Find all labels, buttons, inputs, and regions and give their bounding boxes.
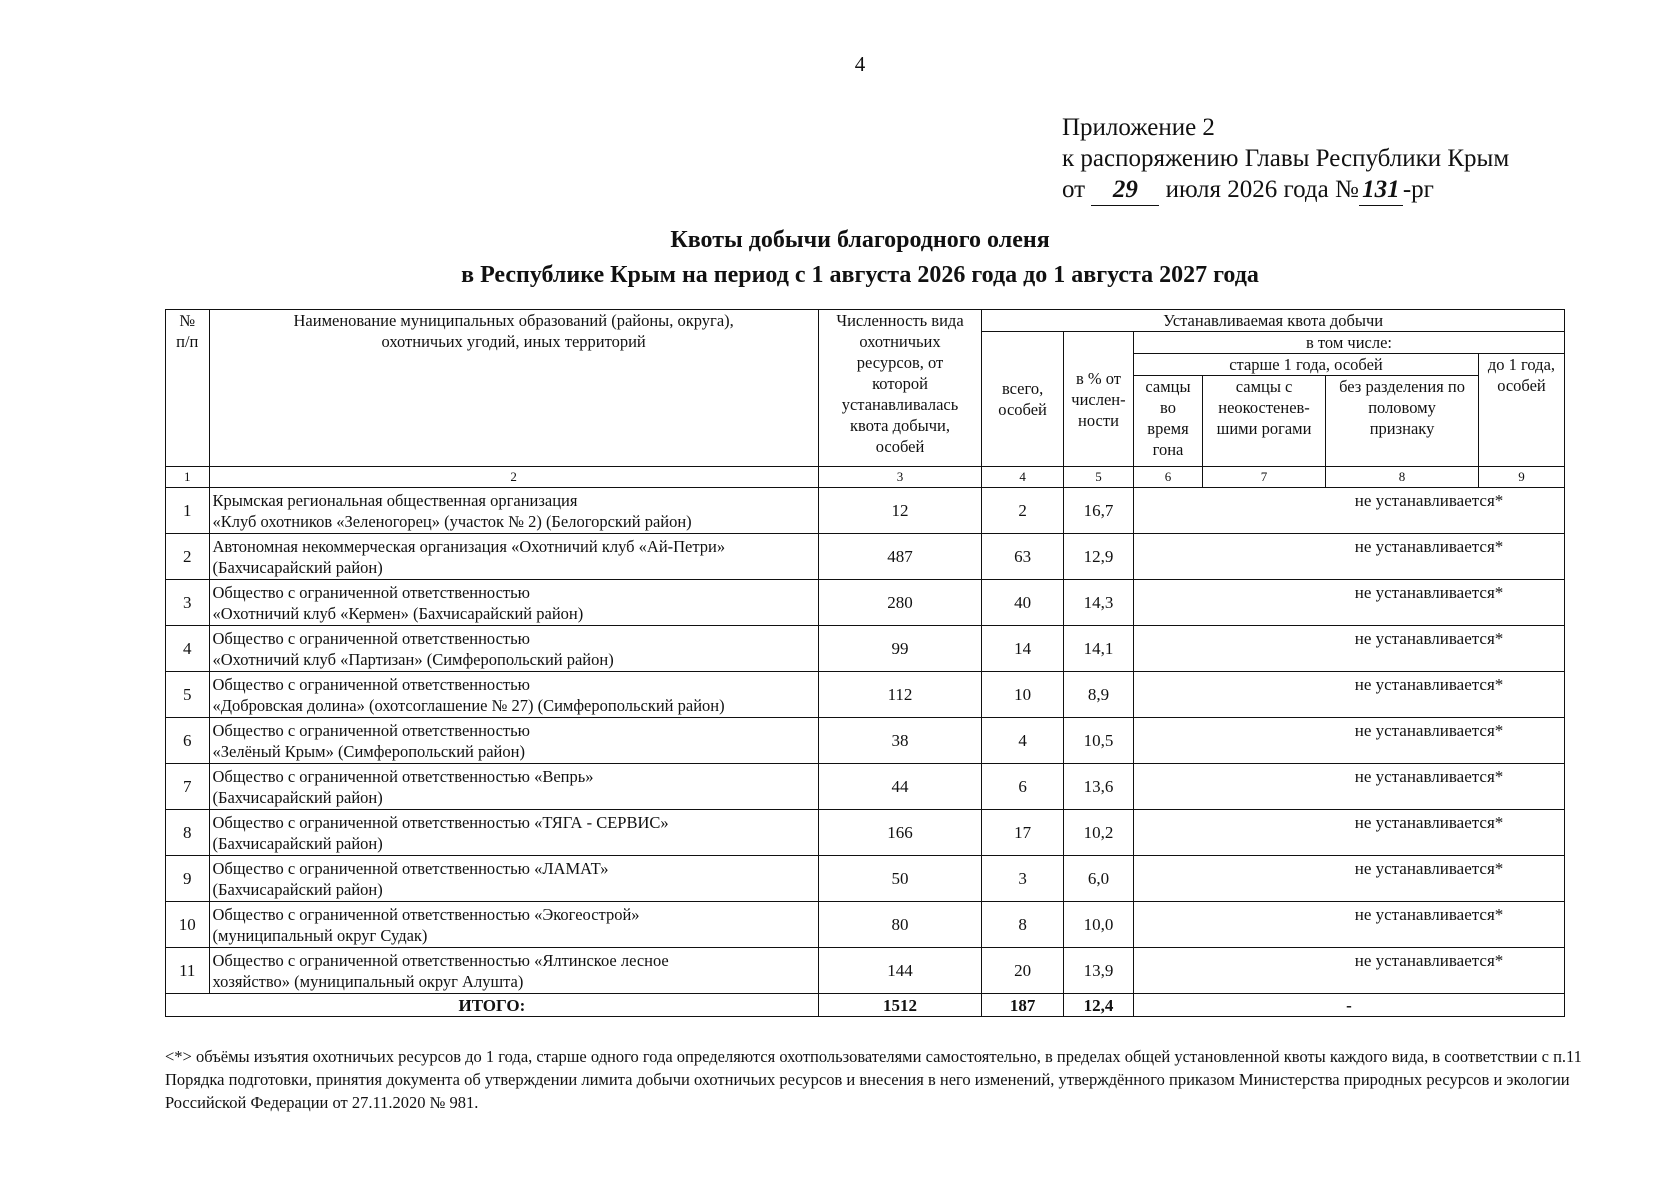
- header-males-rut: самцы во время гона: [1134, 376, 1203, 467]
- table-row: 7 Общество с ограниченной ответственностью «Вепрь» (Бахчисарайский район) 44 6 13,6 не устанавливается*: [166, 764, 1565, 810]
- appendix-block: [1062, 112, 1509, 206]
- table-row: 10 Общество с ограниченной ответственностью «Экогеострой» (муниципальный округ Судак) 80 8 10,0 не устанавливается*: [166, 902, 1565, 948]
- total-row: [166, 994, 1565, 1017]
- appendix-date-line: [1062, 174, 1509, 206]
- date-middle: июля 2026 года №: [1165, 176, 1359, 203]
- header-population: Численность вида охотничьих ресурсов, от которой устанавливалась квота добычи, особей: [818, 310, 981, 467]
- table-row: 9 Общество с ограниченной ответственностью «ЛАМАТ» (Бахчисарайский район) 50 3 6,0 не устанавливается*: [166, 856, 1565, 902]
- total-note: -: [1134, 994, 1565, 1017]
- table-row: 8 Общество с ограниченной ответственностью «ТЯГА - СЕРВИС» (Бахчисарайский район) 166 17 10,2 не устанавливается*: [166, 810, 1565, 856]
- total-quota: 187: [982, 994, 1064, 1017]
- header-males-antlers: самцы с неокостенев- шими рогами: [1202, 376, 1325, 467]
- handwritten-number: 131: [1359, 174, 1403, 206]
- table-row: 4 Общество с ограниченной ответственностью «Охотничий клуб «Партизан» (Симферопольский район) 99 14 14,1 не устанавливается*: [166, 626, 1565, 672]
- total-percent: 12,4: [1063, 994, 1133, 1017]
- document-subtitle: в Республике Крым на период с 1 августа 2026 года до 1 августа 2027 года: [461, 262, 1259, 288]
- header-name: Наименование муниципальных образований (районы, округа), охотничьих угодий, иных территорий: [209, 310, 818, 467]
- total-population: 1512: [818, 994, 981, 1017]
- table-row: 6 Общество с ограниченной ответственностью «Зелёный Крым» (Симферопольский район) 38 4 10,5 не устанавливается*: [166, 718, 1565, 764]
- page-number: 4: [854, 52, 866, 76]
- document-title: Квоты добычи благородного оленя: [670, 227, 1050, 253]
- table-row: 2 Автономная некоммерческая организация «Охотничий клуб «Ай-Петри» (Бахчисарайский район) 487 63 12,9 не устанавливается*: [166, 534, 1565, 580]
- table-row: 11 Общество с ограниченной ответственностью «Ялтинское лесное хозяйство» (муниципальный округ Алушта) 144 20 13,9 не устанавливается*: [166, 948, 1565, 994]
- table-row: 1 Крымская региональная общественная организация «Клуб охотников «Зеленогорец» (участок № 2) (Белогорский район) 12 2 16,7 не устанавливается*: [166, 488, 1565, 534]
- header-younger: до 1 года, особей: [1478, 354, 1564, 467]
- table-row: 5 Общество с ограниченной ответственностью «Добровская долина» (охотсоглашение № 27) (Симферопольский район) 112 10 8,9 не устанавливается*: [166, 672, 1565, 718]
- header-percent: в % от числен- ности: [1063, 332, 1133, 467]
- footnote: <*> объёмы изъятия охотничьих ресурсов до 1 года, старше одного года определяются охотпользователями самостоятельно, в пределах общей установленной квоты каждого вида, в соответствии с п.11 Порядка подготовки, принятия документа об утверждении лимита добычи охотничьих ресурсов и внесения в него изменений, утверждённого приказом Министерства природных ресурсов и экологии Российской Федерации от 27.11.2020 № 981.: [165, 1047, 1582, 1112]
- header-quota: Устанавливаемая квота добычи: [982, 310, 1565, 332]
- appendix-title: Приложение 2: [1062, 114, 1215, 141]
- column-numbers-row: 1 2 3 4 5 6 7 8 9: [166, 467, 1565, 488]
- date-prefix: от: [1062, 176, 1086, 203]
- table-row: 3 Общество с ограниченной ответственностью «Охотничий клуб «Кермен» (Бахчисарайский район) 280 40 14,3 не устанавливается*: [166, 580, 1565, 626]
- date-suffix: -рг: [1402, 176, 1434, 203]
- header-num: № п/п: [166, 310, 210, 467]
- header-including: в том числе:: [1134, 332, 1565, 354]
- appendix-reference: к распоряжению Главы Республики Крым: [1062, 145, 1510, 172]
- total-label: ИТОГО:: [166, 994, 819, 1017]
- quota-table: [165, 309, 1565, 1017]
- handwritten-day: 29: [1091, 174, 1159, 206]
- header-no-sex: без разделения по половому признаку: [1326, 376, 1479, 467]
- header-total: всего, особей: [982, 332, 1064, 467]
- header-older: старше 1 года, особей: [1134, 354, 1479, 376]
